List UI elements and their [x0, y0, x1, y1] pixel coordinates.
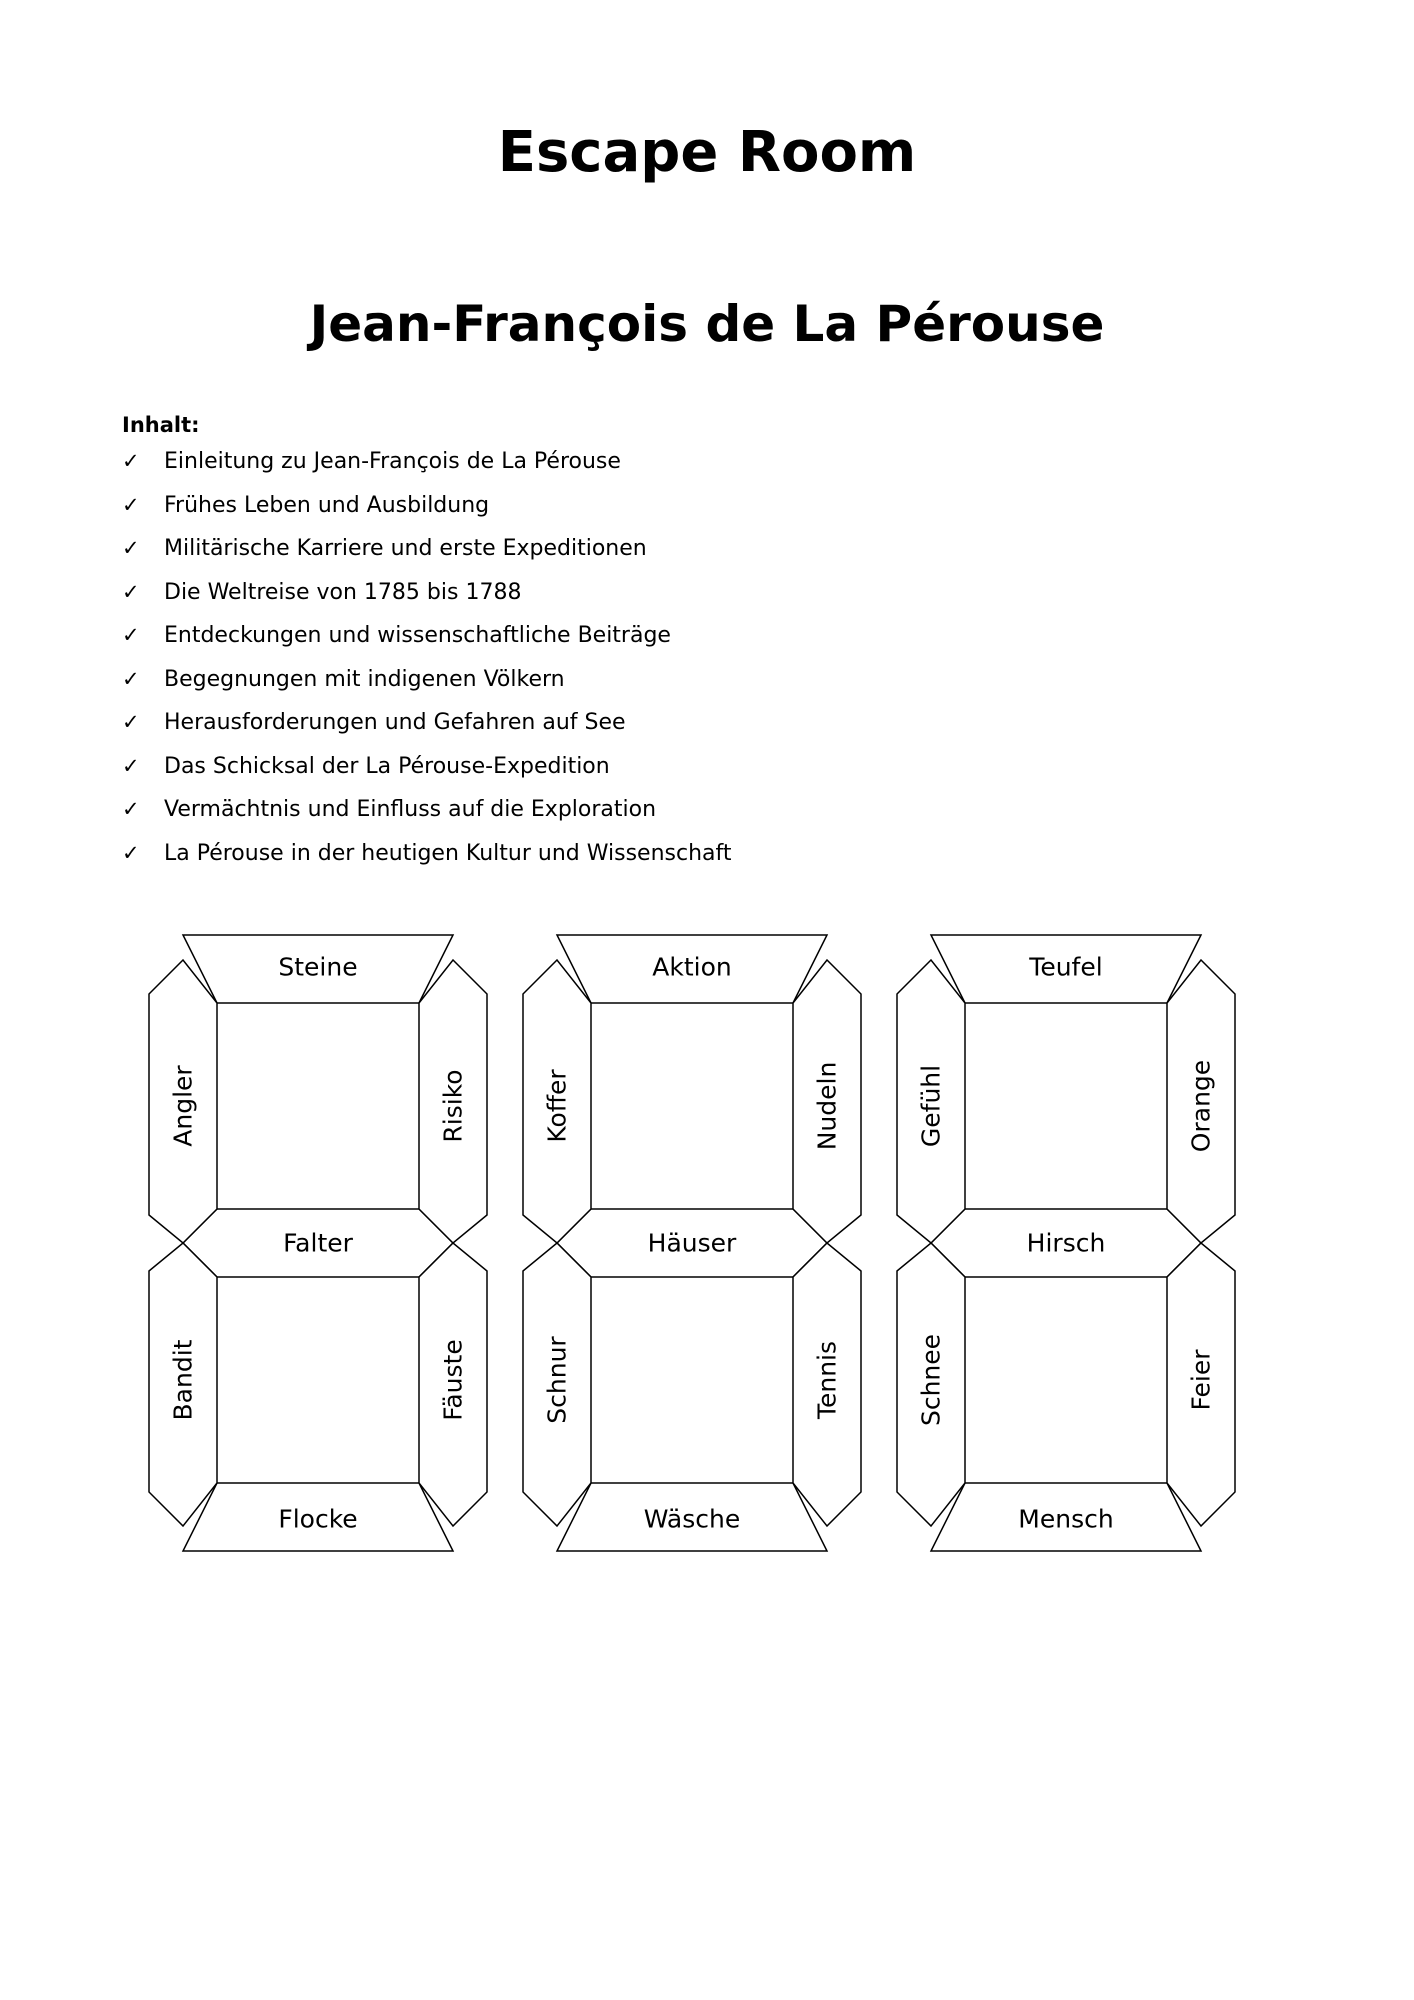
check-icon: ✓ — [122, 710, 140, 734]
check-icon: ✓ — [122, 536, 140, 560]
page-subtitle: Jean-François de La Pérouse — [309, 295, 1105, 353]
check-icon: ✓ — [122, 623, 140, 647]
segment-label-top: Steine — [278, 952, 358, 982]
segment-label-upper-left: Gefühl — [916, 1064, 946, 1148]
segment-label-lower-right: Tennis — [812, 1340, 842, 1420]
segment-label-lower-left: Bandit — [168, 1339, 198, 1421]
check-icon: ✓ — [122, 840, 140, 865]
segment-label-bottom: Mensch — [1018, 1504, 1114, 1534]
check-icon: ✓ — [122, 579, 140, 604]
list-item-text: Begegnungen mit indigenen Völkern — [164, 666, 565, 692]
segment-label-upper-right: Risiko — [438, 1069, 468, 1143]
check-icon: ✓ — [122, 666, 140, 691]
segment-display — [523, 935, 861, 1551]
segment-label-upper-right: Orange — [1186, 1059, 1216, 1153]
segment-label-top: Aktion — [652, 952, 732, 982]
segment-label-upper-left: Angler — [168, 1065, 198, 1147]
segment-label-lower-right: Feier — [1186, 1349, 1216, 1411]
list-item-text: Einleitung zu Jean-François de La Pérouse — [164, 449, 621, 474]
list-item-text: Militärische Karriere und erste Expeditionen — [164, 536, 647, 561]
segment-display — [149, 935, 487, 1551]
list-item-text: Die Weltreise von 1785 bis 1788 — [164, 579, 522, 605]
check-icon: ✓ — [122, 797, 140, 821]
segment-label-bottom: Flocke — [278, 1504, 358, 1534]
list-item-text: Das Schicksal der La Pérouse-Expedition — [164, 753, 610, 779]
list-item-text: La Pérouse in der heutigen Kultur und Wissenschaft — [164, 840, 732, 866]
list-item-text: Vermächtnis und Einfluss auf die Exploration — [164, 797, 657, 822]
segment-label-middle: Häuser — [647, 1228, 737, 1258]
check-icon: ✓ — [122, 753, 140, 778]
segment-label-lower-left: Schnee — [916, 1333, 946, 1427]
segment-label-middle: Hirsch — [1026, 1228, 1106, 1258]
segment-label-middle: Falter — [283, 1228, 353, 1258]
list-item-text: Frühes Leben und Ausbildung — [164, 492, 490, 518]
segment-display — [897, 935, 1235, 1551]
list-item-text: Herausforderungen und Gefahren auf See — [164, 710, 626, 735]
list-item-text: Entdeckungen und wissenschaftliche Beiträge — [164, 623, 671, 648]
contents-label: Inhalt: — [122, 413, 200, 437]
segment-label-lower-right: Fäuste — [438, 1339, 468, 1421]
segment-label-lower-left: Schnur — [542, 1336, 572, 1424]
segment-label-upper-right: Nudeln — [812, 1061, 842, 1151]
check-icon: ✓ — [122, 492, 140, 517]
segment-label-upper-left: Koffer — [542, 1069, 572, 1143]
segment-label-top: Teufel — [1029, 952, 1103, 982]
page-title: Escape Room — [497, 120, 917, 185]
segment-label-bottom: Wäsche — [643, 1504, 741, 1534]
check-icon: ✓ — [122, 449, 140, 473]
